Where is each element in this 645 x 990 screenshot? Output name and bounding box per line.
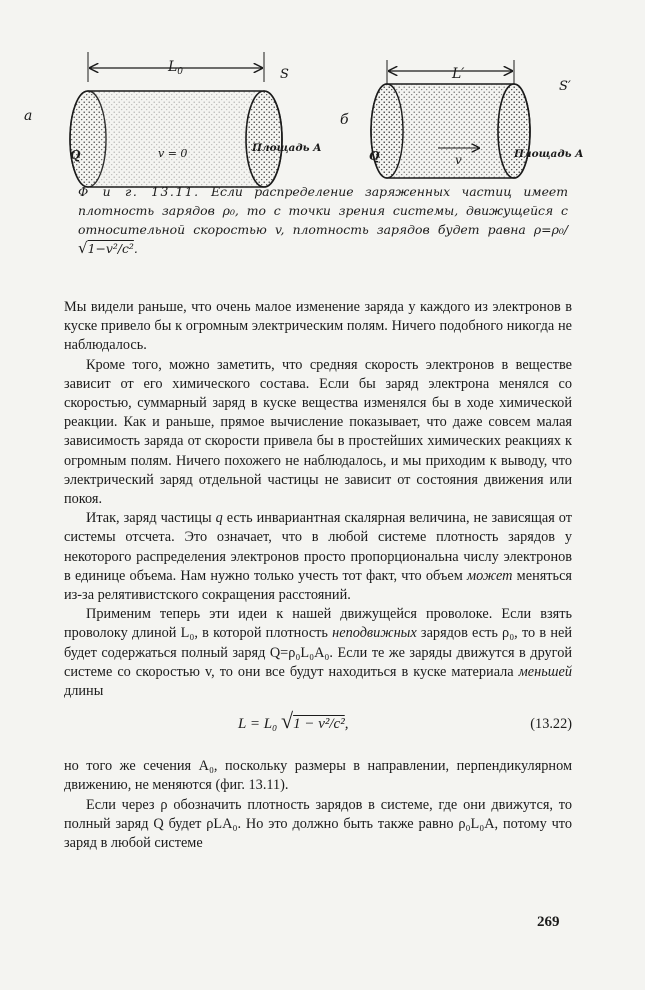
label-frame-s: S [280,67,289,82]
figure-illustration [18,46,618,196]
paragraph-3: Итак, заряд частицы q есть инвариантная скалярная величина, не зависящая от системы отсчета. Это означает, что в любой системе плотность зарядов у некоторого распределения электронов просто пропорциональна числу электронов в единице объема. Нам нужно только учесть тот факт, что объем может меняться из-за релятивистского сокращения расстояний. [64,510,572,604]
equation-formula: L = L₀ √1 − v²/c², [238,708,349,734]
paragraph-2: Кроме того, можно заметить, что средняя скорость электронов в веществе зависит от его химического состава. Если бы заряд электрона менялся со скоростью, суммарный заряд в куске вещества изменялся бы в ходе химической реакции. Как и раньше, прямое вычисление показывает, что даже совсем малая зависимость заряда от скорости привела бы в простейших химических реакциях к огромным полям. Ничего похожего не наблюдалось, и мы приходим к выводу, что электрический заряд отдельной частицы не зависит от состояния движения или покоя. [64,356,572,508]
caption-line-2: зарядов ρ₀, то с точки зрения системы, движущейся с относительной [78,203,568,237]
paragraph-6: Если через ρ обозначить плотность зарядов в системе, где они движутся, то полный заряд Q будет ρLA₀. Но это должно быть также равно ρ₀L₀A, потому что заряд в любой системе [64,796,572,852]
figure-caption [78,182,568,258]
label-charge-q-right: Q [369,149,380,163]
label-charge-q-left: Q [70,148,81,162]
paragraph-1: Мы видели раньше, что очень малое изменение заряда у каждого из электронов в куске привело бы к огромным электрическим полям. Ничего подобного никогда не наблюдалось. [64,299,572,354]
label-velocity-zero: v = 0 [158,147,188,160]
caption-line-1: Если распределение заряженных частиц имеет плотность [78,184,568,218]
equation-13-22 [64,703,572,753]
caption-line-3: скоростью v, плотность зарядов будет равна ρ=ρ₀/√1−v²/c². [78,222,568,257]
page-number: 269 [537,914,560,930]
cylinder-moving [371,60,530,178]
label-l0: $L_0$ [168,59,184,77]
caption-label: Ф и г. 13.11. [78,184,200,199]
label-area-right: Площадь A [514,148,584,160]
label-area-left: Площадь A [252,142,322,154]
body-text [64,298,572,853]
equation-number: (13.22) [530,716,572,733]
label-frame-s-prime: S′ [559,79,571,94]
label-b: б [340,112,349,128]
label-velocity-v: v [455,153,462,167]
label-a: а [24,108,33,124]
paragraph-4: Применим теперь эти идеи к нашей движущейся проволоке. Если взять проволоку длиной L₀, в которой плотность неподвижных зарядов есть ρ₀, то в ней будет содержаться полный заряд Q=ρ₀L₀A₀. Если те же заряды движутся в другой системе со скоростью v, то они все будут находиться в куске материала меньшей длины [64,606,572,700]
label-lprime: L′ [452,66,465,82]
paragraph-5: но того же сечения A₀, поскольку размеры в направлении, перпендикулярном движению, не меняются (фиг. 13.11). [64,758,572,794]
figure-13-11 [18,46,618,196]
